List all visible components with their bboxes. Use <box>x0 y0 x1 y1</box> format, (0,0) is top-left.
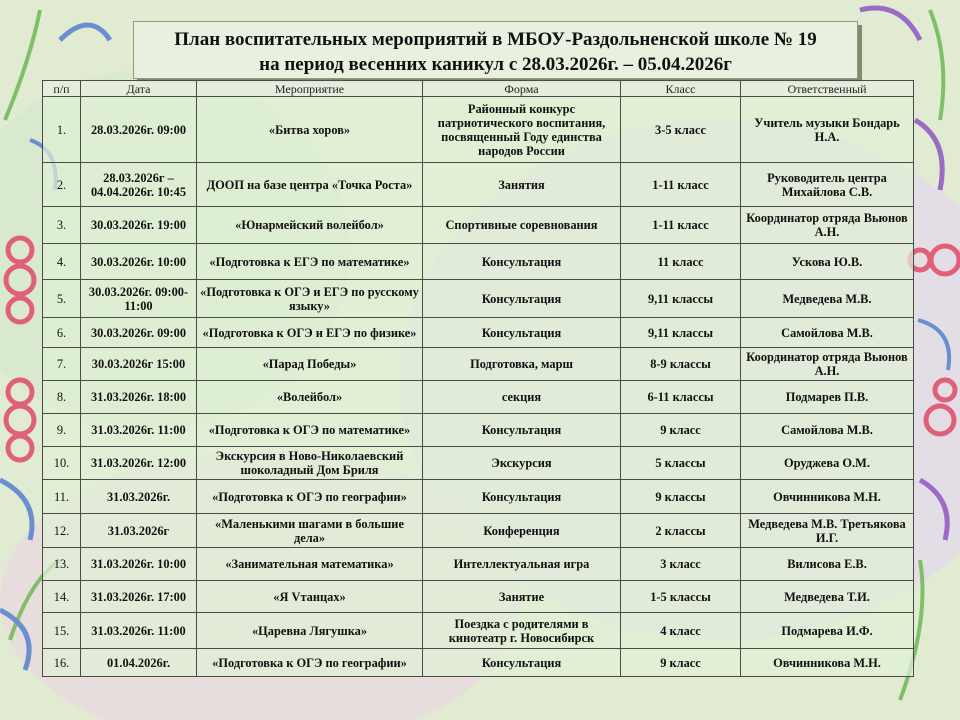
cell-responsible: Координатор отряда Вьюнов А.Н. <box>741 207 914 244</box>
cell-number: 15. <box>43 613 81 649</box>
cell-number: 7. <box>43 348 81 381</box>
cell-event: ДООП на базе центра «Точка Роста» <box>197 163 423 207</box>
cell-number: 16. <box>43 649 81 677</box>
cell-event: «Юнармейский волейбол» <box>197 207 423 244</box>
cell-number: 10. <box>43 447 81 480</box>
table-header-row <box>43 81 914 97</box>
header-cell-event: Мероприятие <box>197 81 423 97</box>
table-row <box>43 581 914 613</box>
cell-class: 6-11 классы <box>621 381 741 414</box>
cell-class: 1-5 классы <box>621 581 741 613</box>
cell-class: 9,11 классы <box>621 280 741 318</box>
cell-event: «Волейбол» <box>197 381 423 414</box>
cell-responsible: Учитель музыки Бондарь Н.А. <box>741 97 914 163</box>
cell-event: «Битва хоров» <box>197 97 423 163</box>
cell-form: Консультация <box>423 280 621 318</box>
cell-class: 4 класс <box>621 613 741 649</box>
cell-number: 13. <box>43 548 81 581</box>
cell-number: 5. <box>43 280 81 318</box>
cell-event: Экскурсия в Ново-Николаевский шоколадный Дом Бриля <box>197 447 423 480</box>
cell-number: 8. <box>43 381 81 414</box>
cell-class: 9,11 классы <box>621 318 741 348</box>
table-row <box>43 613 914 649</box>
cell-number: 14. <box>43 581 81 613</box>
cell-date: 31.03.2026г. 11:00 <box>81 414 197 447</box>
cell-form: Занятия <box>423 163 621 207</box>
table-row <box>43 244 914 280</box>
table-row <box>43 318 914 348</box>
cell-date: 28.03.2026г – 04.04.2026г. 10:45 <box>81 163 197 207</box>
cell-responsible: Подмарева И.Ф. <box>741 613 914 649</box>
table-row <box>43 163 914 207</box>
table-row <box>43 348 914 381</box>
cell-date: 31.03.2026г. 18:00 <box>81 381 197 414</box>
cell-event: «Подготовка к ЕГЭ по математике» <box>197 244 423 280</box>
cell-form: Экскурсия <box>423 447 621 480</box>
cell-number: 3. <box>43 207 81 244</box>
header-cell-form: Форма <box>423 81 621 97</box>
cell-responsible: Медведева Т.И. <box>741 581 914 613</box>
cell-date: 31.03.2026г. 17:00 <box>81 581 197 613</box>
cell-event: «Маленькими шагами в большие дела» <box>197 514 423 548</box>
header-cell-date: Дата <box>81 81 197 97</box>
cell-form: Консультация <box>423 649 621 677</box>
cell-responsible: Медведева М.В. <box>741 280 914 318</box>
cell-date: 31.03.2026г. 12:00 <box>81 447 197 480</box>
header-cell-number: п/п <box>43 81 81 97</box>
cell-number: 1. <box>43 97 81 163</box>
cell-form: Конференция <box>423 514 621 548</box>
cell-event: «Занимательная математика» <box>197 548 423 581</box>
cell-form: Консультация <box>423 318 621 348</box>
cell-date: 31.03.2026г. 11:00 <box>81 613 197 649</box>
cell-event: «Подготовка к ОГЭ и ЕГЭ по русскому языку» <box>197 280 423 318</box>
header-cell-responsible: Ответственный <box>741 81 914 97</box>
table-row <box>43 207 914 244</box>
cell-class: 3 класс <box>621 548 741 581</box>
cell-form: Подготовка, марш <box>423 348 621 381</box>
table-row <box>43 514 914 548</box>
cell-form: секция <box>423 381 621 414</box>
table-row <box>43 548 914 581</box>
cell-form: Консультация <box>423 244 621 280</box>
cell-event: «Подготовка к ОГЭ по математике» <box>197 414 423 447</box>
cell-form: Интеллектуальная игра <box>423 548 621 581</box>
cell-class: 11 класс <box>621 244 741 280</box>
cell-event: «Подготовка к ОГЭ и ЕГЭ по физике» <box>197 318 423 348</box>
cell-date: 01.04.2026г. <box>81 649 197 677</box>
cell-class: 1-11 класс <box>621 207 741 244</box>
cell-class: 1-11 класс <box>621 163 741 207</box>
cell-event: «Подготовка к ОГЭ по географии» <box>197 480 423 514</box>
cell-event: «Я Vтанцах» <box>197 581 423 613</box>
cell-date: 31.03.2026г. 10:00 <box>81 548 197 581</box>
cell-date: 28.03.2026г. 09:00 <box>81 97 197 163</box>
cell-date: 30.03.2026г. 09:00-11:00 <box>81 280 197 318</box>
cell-responsible: Медведева М.В. Третьякова И.Г. <box>741 514 914 548</box>
cell-form: Спортивные соревнования <box>423 207 621 244</box>
cell-form: Консультация <box>423 414 621 447</box>
table-row <box>43 97 914 163</box>
cell-class: 8-9 классы <box>621 348 741 381</box>
cell-class: 5 классы <box>621 447 741 480</box>
cell-class: 9 класс <box>621 649 741 677</box>
cell-form: Консультация <box>423 480 621 514</box>
title-line-2: на период весенних каникул с 28.03.2026г. – 05.04.2026г <box>259 54 732 75</box>
table-row <box>43 649 914 677</box>
cell-date: 30.03.2026г. 09:00 <box>81 318 197 348</box>
cell-number: 2. <box>43 163 81 207</box>
header-cell-class: Класс <box>621 81 741 97</box>
cell-form: Занятие <box>423 581 621 613</box>
table-row <box>43 480 914 514</box>
cell-event: «Парад Победы» <box>197 348 423 381</box>
cell-class: 2 классы <box>621 514 741 548</box>
cell-event: «Подготовка к ОГЭ по географии» <box>197 649 423 677</box>
cell-form: Районный конкурс патриотического воспитания, посвященный Году единства народов России <box>423 97 621 163</box>
cell-number: 9. <box>43 414 81 447</box>
cell-responsible: Руководитель центра Михайлова С.В. <box>741 163 914 207</box>
schedule-table <box>42 80 914 677</box>
cell-responsible: Ускова Ю.В. <box>741 244 914 280</box>
table-row <box>43 381 914 414</box>
cell-class: 9 классы <box>621 480 741 514</box>
cell-responsible: Овчинникова М.Н. <box>741 649 914 677</box>
cell-date: 30.03.2026г. 10:00 <box>81 244 197 280</box>
cell-responsible: Самойлова М.В. <box>741 414 914 447</box>
table-row <box>43 447 914 480</box>
document-title <box>133 21 858 79</box>
cell-responsible: Оруджева О.М. <box>741 447 914 480</box>
cell-date: 30.03.2026г. 19:00 <box>81 207 197 244</box>
cell-date: 30.03.2026г 15:00 <box>81 348 197 381</box>
cell-number: 11. <box>43 480 81 514</box>
cell-class: 9 класс <box>621 414 741 447</box>
table-row <box>43 414 914 447</box>
cell-form: Поездка с родителями в кинотеатр г. Новосибирск <box>423 613 621 649</box>
table-row <box>43 280 914 318</box>
cell-number: 12. <box>43 514 81 548</box>
cell-responsible: Координатор отряда Вьюнов А.Н. <box>741 348 914 381</box>
cell-event: «Царевна Лягушка» <box>197 613 423 649</box>
cell-responsible: Подмарев П.В. <box>741 381 914 414</box>
cell-date: 31.03.2026г <box>81 514 197 548</box>
cell-number: 4. <box>43 244 81 280</box>
cell-number: 6. <box>43 318 81 348</box>
cell-responsible: Самойлова М.В. <box>741 318 914 348</box>
title-line-1: План воспитательных мероприятий в МБОУ-Раздольненской школе № 19 <box>174 29 817 50</box>
cell-class: 3-5 класс <box>621 97 741 163</box>
cell-responsible: Вилисова Е.В. <box>741 548 914 581</box>
cell-responsible: Овчинникова М.Н. <box>741 480 914 514</box>
cell-date: 31.03.2026г. <box>81 480 197 514</box>
